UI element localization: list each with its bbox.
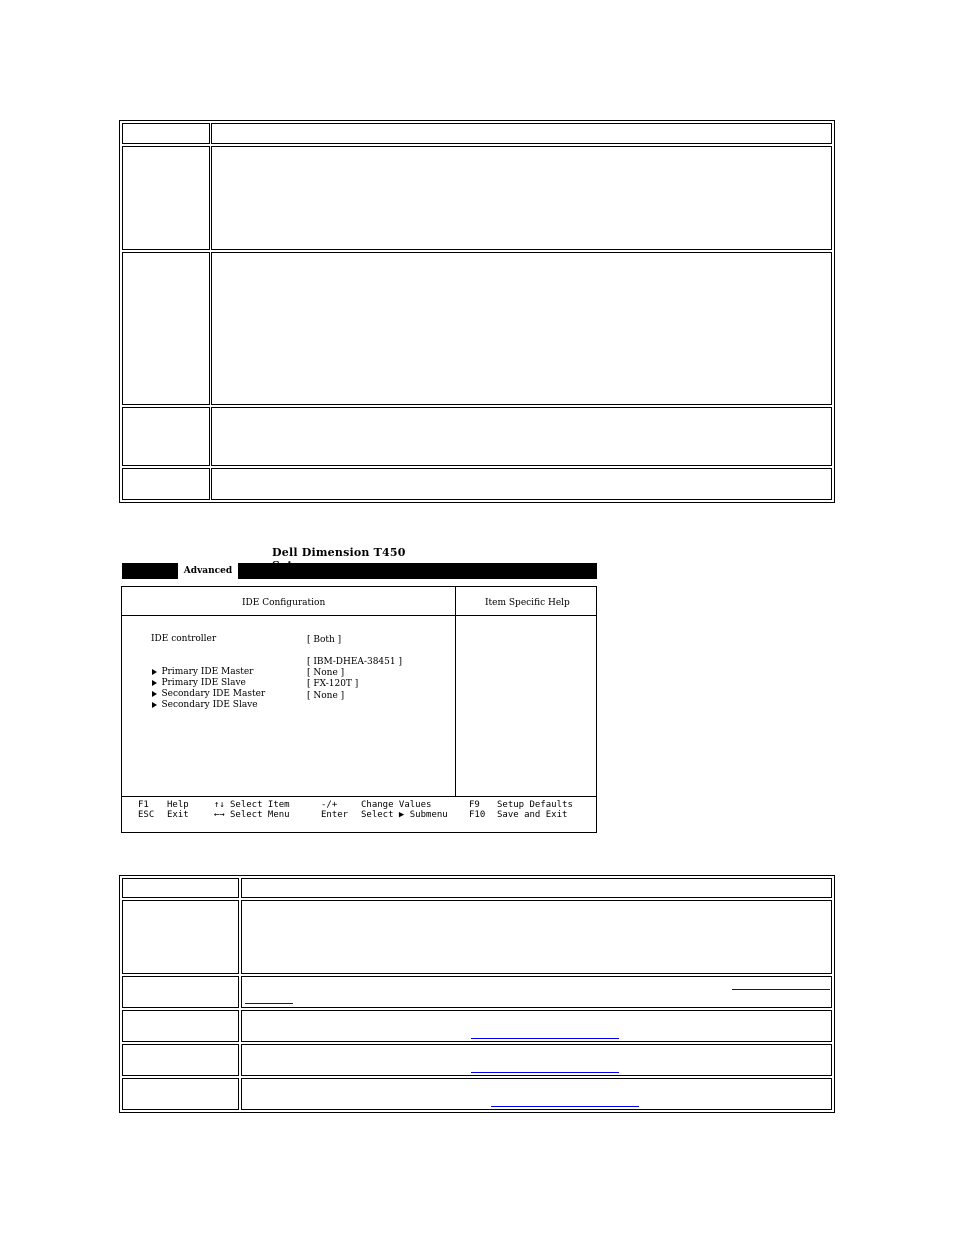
table-top-row1-col1 — [122, 146, 210, 250]
table-bottom-row2-col2 — [241, 976, 832, 1008]
footer-desc-exit: Exit — [167, 810, 189, 820]
table-top-row2-col1 — [122, 252, 210, 405]
footer-key-esc: ESC — [138, 810, 155, 820]
table-bottom-row3-col1 — [122, 1010, 239, 1042]
link-underline[interactable] — [491, 1106, 639, 1107]
footer-key-f10: F10 — [469, 810, 486, 820]
table-top-row3-col2 — [211, 407, 832, 466]
link-underline[interactable] — [732, 989, 830, 990]
footer-key-f9: F9 — [469, 800, 480, 810]
footer-desc-save-exit: Save and Exit — [497, 810, 568, 820]
footer-key-f1: F1 — [138, 800, 149, 810]
bios-header-divider — [122, 615, 596, 616]
bios-title: Dell Dimension T450 — [272, 546, 406, 559]
table-bottom-row4-col2 — [241, 1044, 832, 1076]
table-top-row4-col2 — [211, 468, 832, 500]
table-bottom-row4-col1 — [122, 1044, 239, 1076]
footer-desc-select-item: Select Item — [230, 800, 290, 810]
table-bottom-header-col1 — [122, 878, 239, 898]
submenu-arrow-icon — [152, 702, 157, 708]
table-top-row4-col1 — [122, 468, 210, 500]
table-top-header-col2 — [211, 123, 832, 144]
tab-advanced[interactable]: Advanced — [178, 563, 238, 579]
bios-menubar — [122, 563, 597, 579]
setting-primary-master-value[interactable]: [ IBM-DHEA-38451 ] — [307, 657, 402, 667]
link-underline[interactable] — [471, 1072, 619, 1073]
bios-footer-divider — [122, 796, 596, 797]
footer-desc-select-menu: Select Menu — [230, 810, 290, 820]
footer-key-updown: ↑↓ — [214, 800, 225, 810]
footer-desc-setup-defaults: Setup Defaults — [497, 800, 573, 810]
bios-column-divider — [455, 587, 456, 796]
table-top-row3-col1 — [122, 407, 210, 466]
footer-desc-help: Help — [167, 800, 189, 810]
setting-secondary-master-label: Secondary IDE Master — [161, 689, 266, 699]
table-top-row2-col2 — [211, 252, 832, 405]
help-title: Item Specific Help — [485, 598, 570, 608]
footer-desc-select-submenu: Select ▶ Submenu — [361, 810, 448, 820]
footer-key-leftright: ←→ — [214, 810, 225, 820]
footer-key-plusminus: -/+ — [321, 800, 338, 810]
footer-key-enter: Enter — [321, 810, 349, 820]
setting-primary-master-label: Primary IDE Master — [161, 667, 254, 677]
table-top-header-col1 — [122, 123, 210, 144]
link-underline[interactable] — [245, 1003, 293, 1004]
panel-title: IDE Configuration — [242, 598, 326, 608]
table-bottom-row1-col2 — [241, 900, 832, 974]
table-bottom-row3-col2 — [241, 1010, 832, 1042]
setting-ide-controller-value[interactable]: [ Both ] — [307, 635, 342, 645]
setting-secondary-slave-value[interactable]: [ None ] — [307, 691, 345, 701]
table-bottom-header-col2 — [241, 878, 832, 898]
setting-primary-slave-label: Primary IDE Slave — [161, 678, 246, 688]
link-underline[interactable] — [471, 1038, 619, 1039]
setting-secondary-slave[interactable] — [141, 690, 258, 720]
setting-secondary-slave-label: Secondary IDE Slave — [161, 700, 258, 710]
options-table-top — [119, 120, 835, 503]
table-top-row1-col2 — [211, 146, 832, 250]
table-bottom-row2-col1 — [122, 976, 239, 1008]
bios-screen — [121, 586, 597, 833]
setting-secondary-master-value[interactable]: [ FX-120T ] — [307, 679, 359, 689]
footer-desc-change-values: Change Values — [361, 800, 432, 810]
table-bottom-row5-col1 — [122, 1078, 239, 1110]
setting-primary-slave-value[interactable]: [ None ] — [307, 668, 345, 678]
table-bottom-row1-col1 — [122, 900, 239, 974]
options-table-bottom — [119, 875, 835, 1113]
table-bottom-row5-col2 — [241, 1078, 832, 1110]
setting-ide-controller-label: IDE controller — [151, 634, 217, 644]
